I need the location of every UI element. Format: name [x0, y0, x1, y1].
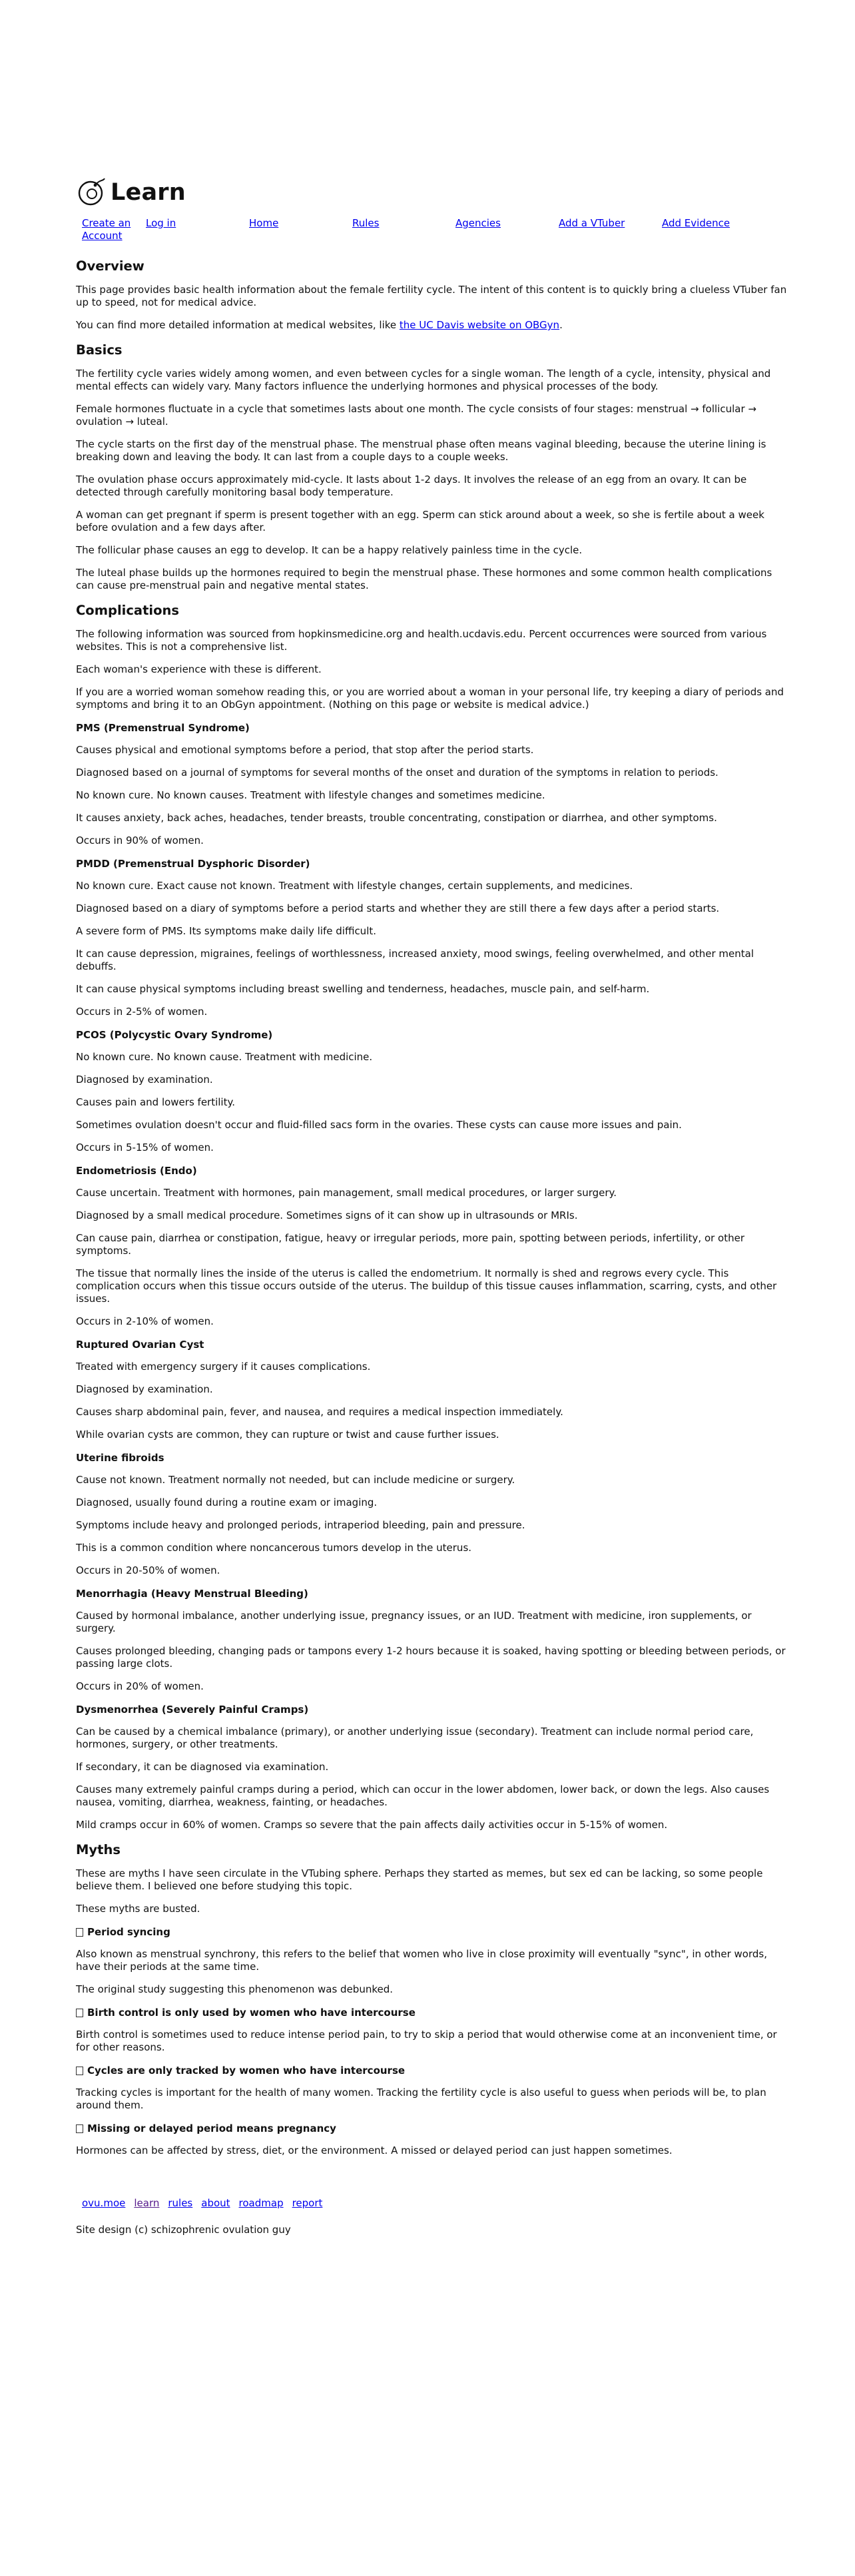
condition-paragraph: Caused by hormonal imbalance, another underlying issue, pregnancy issues, or an IUD. Treatment with medicine, iron supplements, or surgery.	[76, 1610, 752, 1634]
basics-paragraph: The ovulation phase occurs approximately mid-cycle. It lasts about 1-2 days. It involves the release of an egg from an ovary. It can be detected through carefully monitoring basal body temperature.	[76, 474, 747, 498]
condition-heading-endometriosis: Endometriosis (Endo)	[76, 1165, 197, 1177]
myth-box-icon	[76, 2009, 83, 2017]
basics-paragraph: The cycle starts on the first day of the menstrual phase. The menstrual phase often means vaginal bleeding, because the uterine lining is breaking down and leaving the body. It can last from a couple days to a couple weeks.	[76, 438, 766, 463]
condition-heading-ruptured-cyst: Ruptured Ovarian Cyst	[76, 1339, 204, 1351]
condition-paragraph: Sometimes ovulation doesn't occur and fluid-filled sacs form in the ovaries. These cysts can cause more issues and pain.	[76, 1119, 682, 1131]
condition-paragraph: Occurs in 2-5% of women.	[76, 1006, 208, 1018]
myth-paragraph: Also known as menstrual synchrony, this refers to the belief that women who live in close proximity will eventually "sync", in other words, have their periods at the same time.	[76, 1948, 767, 1973]
condition-paragraph: Mild cramps occur in 60% of women. Cramps so severe that the pain affects daily activities occur in 5-15% of women.	[76, 1819, 668, 1831]
condition-paragraph: Diagnosed based on a diary of symptoms before a period starts and whether they are still there a few days after a period starts.	[76, 902, 720, 914]
myth-title: Period syncing	[87, 1926, 170, 1938]
nav-add-evidence-link[interactable]: Add Evidence	[662, 217, 730, 229]
myth-title: Birth control is only used by women who have intercourse	[87, 2007, 416, 2019]
basics-section	[76, 342, 791, 592]
overview-links-text: You can find more detailed information at medical websites, like	[76, 319, 400, 331]
condition-paragraph: The tissue that normally lines the inside of the uterus is called the endometrium. It normally is shed and regrows every cycle. This complication occurs when this tissue occurs outside of the uterus. The buildup of this tissue causes inflammation, scarring, cysts, and other issues.	[76, 1267, 777, 1305]
condition-paragraph: No known cure. No known causes. Treatment with lifestyle changes and sometimes medicine.	[76, 789, 545, 801]
condition-heading-pms: PMS (Premenstrual Syndrome)	[76, 722, 250, 734]
nav-add-vtuber-link[interactable]: Add a VTuber	[559, 217, 625, 229]
condition-paragraph: Diagnosed by a small medical procedure. Sometimes signs of it can show up in ultrasounds or MRIs.	[76, 1209, 578, 1221]
complications-intro: If you are a worried woman somehow reading this, or you are worried about a woman in your personal life, try keeping a diary of periods and symptoms and bring it to an ObGyn appointment. (Nothing on this page or website is medical advice.)	[76, 686, 784, 711]
overview-section	[76, 258, 791, 332]
nav-login-link[interactable]: Log in	[146, 217, 176, 229]
myth-paragraph: Hormones can be affected by stress, diet, or the environment. A missed or delayed period can just happen sometimes.	[76, 2144, 673, 2156]
condition-paragraph: Causes many extremely painful cramps during a period, which can occur in the lower abdomen, lower back, or down the legs. Also causes nausea, vomiting, diarrhea, weakness, fainting, or headaches.	[76, 1783, 770, 1808]
myth-box-icon	[76, 2067, 83, 2075]
myths-heading: Myths	[76, 1842, 121, 1857]
copyright-text: Site design (c) schizophrenic ovulation guy	[76, 2224, 291, 2236]
myths-intro: These are myths I have seen circulate in the VTubing sphere. Perhaps they started as memes, but sex ed can be lacking, so some people believe them. I believed one before studying this topic.	[76, 1867, 763, 1892]
condition-heading-pmdd: PMDD (Premenstrual Dysphoric Disorder)	[76, 858, 310, 870]
condition-paragraph: Causes sharp abdominal pain, fever, and nausea, and requires a medical inspection immediately.	[76, 1406, 563, 1418]
condition-paragraph: Occurs in 20-50% of women.	[76, 1564, 220, 1576]
condition-paragraph: Occurs in 90% of women.	[76, 834, 204, 846]
condition-paragraph: Treated with emergency surgery if it causes complications.	[76, 1361, 371, 1373]
overview-heading: Overview	[76, 258, 144, 274]
overview-links-period: .	[559, 319, 563, 331]
condition-paragraph: It can cause physical symptoms including breast swelling and tenderness, headaches, muscle pain, and self-harm.	[76, 983, 650, 995]
footer-about-link[interactable]: about	[201, 2197, 230, 2209]
basics-heading: Basics	[76, 342, 123, 358]
myths-section	[76, 1841, 791, 2157]
condition-paragraph: Occurs in 20% of women.	[76, 1680, 204, 1692]
condition-paragraph: Diagnosed by examination.	[76, 1383, 213, 1395]
brand	[76, 174, 791, 210]
nav-agencies-link[interactable]: Agencies	[455, 217, 501, 229]
condition-paragraph: Causes prolonged bleeding, changing pads or tampons every 1-2 hours because it is soaked, having spotting or bleeding between periods, or passing large clots.	[76, 1645, 786, 1670]
basics-paragraph: A woman can get pregnant if sperm is present together with an egg. Sperm can stick around about a week, so she is fertile about a week before ovulation and a few days after.	[76, 509, 764, 533]
condition-paragraph: Can cause pain, diarrhea or constipation, fatigue, heavy or irregular periods, more pain, spotting between periods, infertility, or other symptoms.	[76, 1232, 745, 1257]
complications-heading: Complications	[76, 603, 179, 618]
condition-paragraph: Occurs in 5-15% of women.	[76, 1141, 214, 1153]
condition-paragraph: Cause uncertain. Treatment with hormones, pain management, small medical procedures, or larger surgery.	[76, 1187, 617, 1199]
condition-paragraph: Causes physical and emotional symptoms before a period, that stop after the period starts.	[76, 744, 534, 756]
uc-davis-link[interactable]: the UC Davis website on OBGyn	[399, 319, 560, 331]
condition-paragraph: Diagnosed by examination.	[76, 1074, 213, 1086]
footer-nav	[76, 2197, 791, 2209]
condition-paragraph: If secondary, it can be diagnosed via examination.	[76, 1761, 329, 1773]
footer-learn-link[interactable]: learn	[134, 2197, 160, 2209]
footer-rules-link[interactable]: rules	[168, 2197, 193, 2209]
main-nav	[76, 217, 791, 242]
condition-heading-menorrhagia: Menorrhagia (Heavy Menstrual Bleeding)	[76, 1588, 308, 1600]
myth-box-icon	[76, 1928, 83, 1937]
condition-paragraph: No known cure. No known cause. Treatment with medicine.	[76, 1051, 373, 1063]
condition-paragraph: Occurs in 2-10% of women.	[76, 1315, 214, 1327]
condition-paragraph: Cause not known. Treatment normally not needed, but can include medicine or surgery.	[76, 1474, 515, 1486]
nav-rules-link[interactable]: Rules	[352, 217, 380, 229]
basics-paragraph: Female hormones fluctuate in a cycle that sometimes lasts about one month. The cycle consists of four stages: menstrual → follicular → ovulation → luteal.	[76, 403, 756, 428]
myth-box-icon	[76, 2124, 83, 2133]
condition-paragraph: Diagnosed based on a journal of symptoms for several months of the onset and duration of the symptoms in relation to periods.	[76, 767, 718, 779]
complications-section	[76, 602, 791, 1831]
basics-paragraph: The luteal phase builds up the hormones required to begin the menstrual phase. These hormones and some common health complications can cause pre-menstrual pain and negative mental states.	[76, 567, 772, 591]
page	[76, 0, 791, 2236]
complications-intro: Each woman's experience with these is different.	[76, 663, 322, 675]
overview-links-paragraph	[76, 319, 791, 332]
myth-heading-missing-period	[76, 2122, 791, 2135]
myth-paragraph: The original study suggesting this phenomenon was debunked.	[76, 1983, 394, 1995]
condition-paragraph: No known cure. Exact cause not known. Treatment with lifestyle changes, certain supplements, and medicines.	[76, 880, 633, 892]
condition-paragraph: Can be caused by a chemical imbalance (primary), or another underlying issue (secondary). Treatment can include normal period care, hormones, surgery, or other treatments.	[76, 1726, 754, 1750]
footer-roadmap-link[interactable]: roadmap	[238, 2197, 284, 2209]
nav-create-account-link[interactable]: Create an Account	[82, 217, 131, 242]
condition-paragraph: A severe form of PMS. Its symptoms make daily life difficult.	[76, 925, 377, 937]
complications-intro: The following information was sourced from hopkinsmedicine.org and health.ucdavis.edu. Percent occurrences were sourced from various websites. This is not a comprehensive list.	[76, 628, 767, 653]
ovum-logo-icon	[76, 177, 107, 208]
condition-paragraph: Symptoms include heavy and prolonged periods, intraperiod bleeding, pain and pressure.	[76, 1519, 525, 1531]
myth-title: Cycles are only tracked by women who have intercourse	[87, 2065, 406, 2077]
condition-paragraph: This is a common condition where noncancerous tumors develop in the uterus.	[76, 1542, 472, 1554]
basics-paragraph: The fertility cycle varies widely among women, and even between cycles for a single woman. The length of a cycle, intensity, physical and mental effects can widely vary. Many factors influence the underlying hormones and physical processes of the body.	[76, 368, 771, 392]
footer-home-link[interactable]: ovu.moe	[82, 2197, 126, 2209]
page-title: Learn	[111, 179, 186, 206]
myth-heading-cycle-tracking	[76, 2064, 791, 2077]
condition-heading-uterine-fibroids: Uterine fibroids	[76, 1452, 164, 1464]
myths-intro: These myths are busted.	[76, 1903, 200, 1915]
myth-title: Missing or delayed period means pregnancy	[87, 2122, 336, 2134]
footer-report-link[interactable]: report	[292, 2197, 323, 2209]
condition-heading-pcos: PCOS (Polycystic Ovary Syndrome)	[76, 1029, 273, 1041]
condition-paragraph: It causes anxiety, back aches, headaches, tender breasts, trouble concentrating, constipation or diarrhea, and other symptoms.	[76, 812, 717, 824]
myth-heading-birth-control	[76, 2006, 791, 2019]
condition-paragraph: Causes pain and lowers fertility.	[76, 1096, 235, 1108]
condition-paragraph: While ovarian cysts are common, they can rupture or twist and cause further issues.	[76, 1429, 499, 1441]
nav-home-link[interactable]: Home	[249, 217, 279, 229]
myth-paragraph: Tracking cycles is important for the health of many women. Tracking the fertility cycle is also useful to guess when periods will be, to plan around them.	[76, 2087, 766, 2111]
myth-heading-period-syncing	[76, 1925, 791, 1939]
overview-paragraph: This page provides basic health information about the female fertility cycle. The intent of this content is to quickly bring a clueless VTuber fan up to speed, not for medical advice.	[76, 284, 787, 308]
condition-paragraph: Diagnosed, usually found during a routine exam or imaging.	[76, 1496, 378, 1508]
footer	[76, 2197, 791, 2236]
condition-paragraph: It can cause depression, migraines, feelings of worthlessness, increased anxiety, mood swings, feeling overwhelmed, and other mental debuffs.	[76, 948, 754, 972]
basics-paragraph: The follicular phase causes an egg to develop. It can be a happy relatively painless time in the cycle.	[76, 544, 583, 556]
condition-heading-dysmenorrhea: Dysmenorrhea (Severely Painful Cramps)	[76, 1704, 309, 1716]
myth-paragraph: Birth control is sometimes used to reduce intense period pain, to try to skip a period that would otherwise come at an inconvenient time, or for other reasons.	[76, 2029, 777, 2053]
